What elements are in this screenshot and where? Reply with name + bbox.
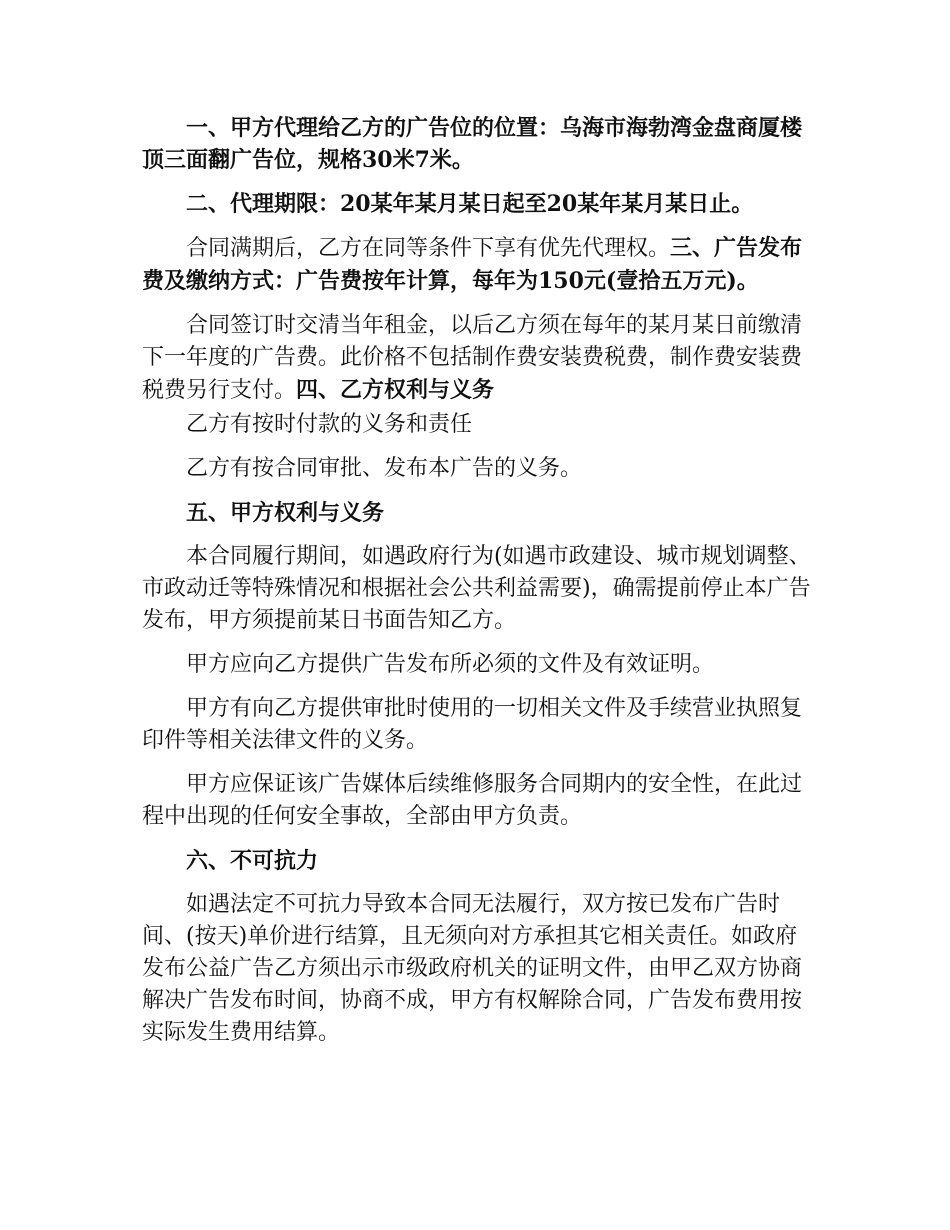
clause-2-term: 二、代理期限：20某年某月某日起至20某年某月某日止。	[186, 191, 754, 217]
document-body	[142, 112, 814, 1061]
party-b-duty-payment: 乙方有按时付款的义务和责任	[186, 412, 473, 437]
clause-3-fee-heading: 三、广告发布费及缴纳方式：广告费按年计算，每年为150元(壹拾五万元)。	[142, 235, 803, 294]
clause-6-heading: 六、不可抗力	[186, 848, 319, 874]
party-a-provide-documents: 甲方应向乙方提供广告发布所必须的文件及有效证明。	[186, 652, 715, 677]
clause-4-heading: 四、乙方权利与义务	[296, 377, 495, 403]
clause-4-paragraph	[142, 310, 814, 407]
payment-terms-text: 合同签订时交清当年租金，以后乙方须在每年的某月某日前缴清下一年度的广告费。此价格不包括制作费安装费税费，制作费安装费税费另行支付。	[142, 313, 803, 403]
renewal-priority-text: 合同满期后，乙方在同等条件下享有优先代理权。	[186, 236, 671, 261]
clause-3-paragraph	[142, 232, 814, 298]
party-a-approval-documents: 甲方有向乙方提供审批时使用的一切相关文件及手续营业执照复印件等相关法律文件的义务。	[142, 696, 803, 753]
clause-5-heading: 五、甲方权利与义务	[186, 500, 385, 526]
party-a-government-action: 本合同履行期间，如遇政府行为(如遇市政建设、城市规划调整、市政动迁等特殊情况和根据社会公共利益需要)，确需提前停止本广告发布，甲方须提前某日书面告知乙方。	[142, 544, 811, 633]
force-majeure-text: 如遇法定不可抗力导致本合同无法履行，双方按已发布广告时间、(按天)单价进行结算，且无须向对方承担其它相关责任。如政府发布公益广告乙方须出示市级政府机关的证明文件，由甲乙双方协商解决广告发布时间，协商不成，甲方有权解除合同，广告发布费用按实际发生费用结算。	[142, 892, 803, 1045]
party-a-safety: 甲方应保证该广告媒体后续维修服务合同期内的安全性，在此过程中出现的任何安全事故，全部由甲方负责。	[142, 772, 803, 829]
clause-1-location: 一、甲方代理给乙方的广告位的位置：乌海市海勃湾金盘商厦楼顶三面翻广告位，规格30米7米。	[142, 115, 803, 173]
party-b-duty-approval: 乙方有按合同审批、发布本广告的义务。	[186, 456, 583, 481]
